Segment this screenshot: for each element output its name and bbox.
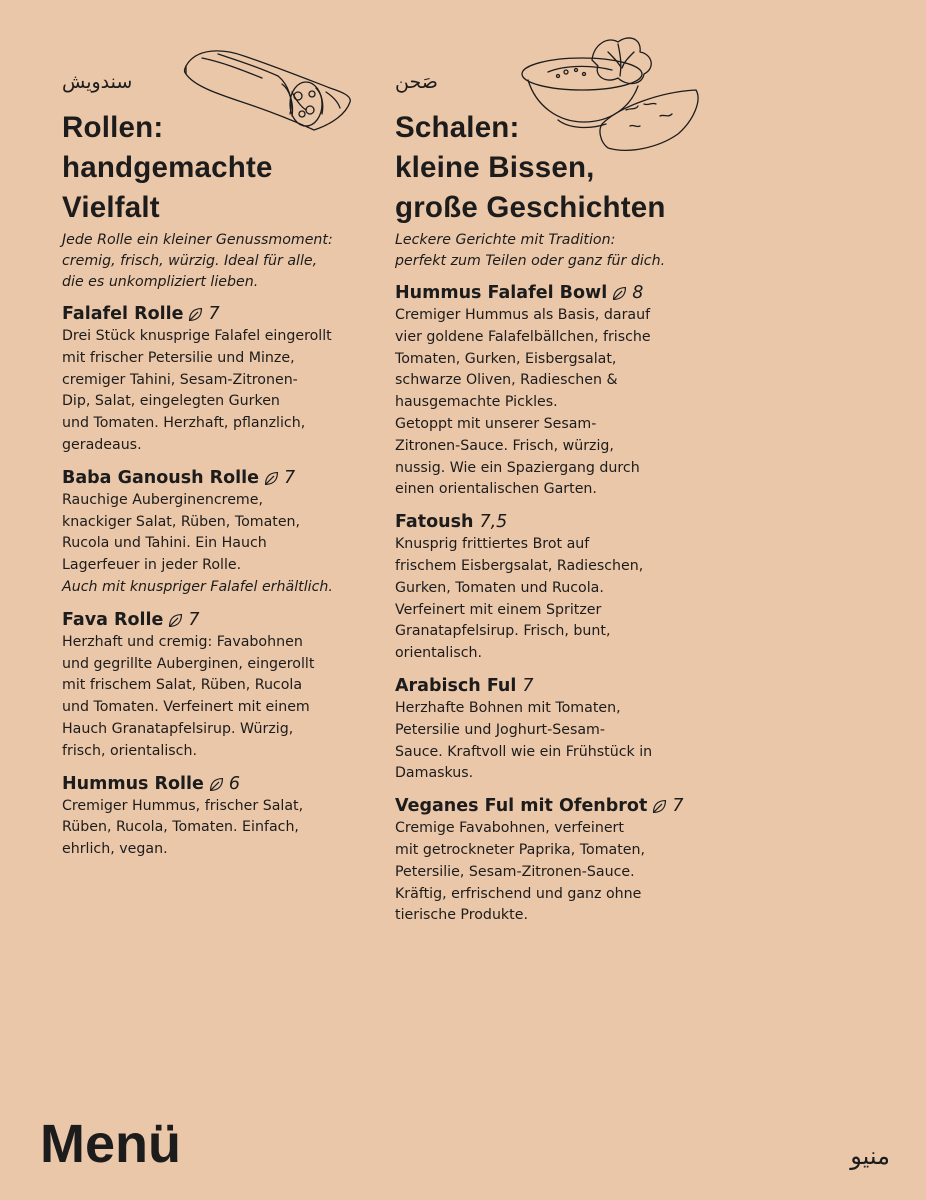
leaf-icon — [651, 798, 668, 815]
item-description: Herzhaft und cremig: Favabohnen und gegrillte Auberginen, eingerollt mit frischem Salat, Rüben, Rucola und Tomaten. Verfeinert mit einem Hauch Granatapfelsirup. Würzig, frisch, orientalisch. — [62, 633, 315, 759]
item-name: Hummus Rolle — [62, 773, 204, 794]
item-price: 7 — [284, 467, 296, 488]
item-name: Veganes Ful mit Ofenbrot — [395, 796, 648, 817]
menu-item — [62, 303, 377, 457]
item-name: Arabisch Ful — [395, 675, 517, 696]
menu-item — [395, 511, 695, 665]
intro-line: Jede Rolle ein kleiner Genussmoment: — [62, 232, 333, 248]
item-name: Hummus Falafel Bowl — [395, 283, 608, 303]
schalen-arabic-label: صَحن — [395, 71, 438, 93]
item-title — [62, 609, 377, 632]
leaf-icon — [263, 470, 280, 487]
item-name: Fava Rolle — [62, 609, 164, 630]
item-price: 7 — [522, 675, 534, 696]
item-title — [395, 282, 695, 305]
item-price: 7 — [672, 796, 684, 817]
item-title — [395, 795, 695, 818]
item-description: Cremiger Hummus, frischer Salat, Rüben, Rucola, Tomaten. Einfach, ehrlich, vegan. — [62, 797, 304, 858]
leaf-icon — [187, 306, 204, 323]
item-title — [62, 773, 377, 796]
item-description: Rauchige Auberginencreme, knackiger Salat, Rüben, Tomaten, Rucola und Tahini. Ein Hauch Lagerfeuer in jeder Rolle. — [62, 491, 301, 574]
heading-line: kleine Bissen, — [395, 151, 595, 184]
item-price: 7,5 — [479, 512, 508, 533]
menu-item — [395, 795, 695, 927]
rollen-arabic-label: سندويش — [62, 71, 133, 93]
item-description: Knusprig frittiertes Brot auf frischem Eisbergsalat, Radieschen, Gurken, Tomaten und Rucola. Verfeinert mit einem Spritzer Granatapfelsirup. Frisch, bunt, orientalisch. — [395, 536, 644, 662]
item-title — [395, 675, 695, 698]
schalen-heading — [395, 108, 695, 228]
item-price: 8 — [632, 283, 644, 303]
item-title — [395, 511, 695, 534]
heading-line: Rollen: — [62, 111, 164, 144]
item-description: Herzhafte Bohnen mit Tomaten, Petersilie und Joghurt-Sesam- Sauce. Kraftvoll wie ein Frühstück in Damaskus. — [395, 699, 653, 782]
leaf-icon — [208, 776, 225, 793]
heading-line: Schalen: — [395, 111, 520, 144]
heading-line: große Geschichten — [395, 191, 666, 224]
menu-item — [62, 467, 377, 599]
item-description: Drei Stück knusprige Falafel eingerollt mit frischer Petersilie und Minze, cremiger Tahini, Sesam-Zitronen- Dip, Salat, eingelegten Gurken und Tomaten. Herzhaft, pflanzlich, geradeaus. — [62, 328, 332, 453]
item-description: Cremige Favabohnen, verfeinert mit getrockneter Paprika, Tomaten, Petersilie, Sesam-Zitronen-Sauce. Kräftig, erfrischend und ganz ohne tierische Produkte. — [395, 820, 646, 924]
intro-line: Leckere Gerichte mit Tradition: — [395, 232, 616, 248]
schalen-column — [395, 70, 695, 937]
leaf-icon — [167, 612, 184, 629]
menu-title: Menü — [40, 1114, 181, 1174]
leaf-icon — [611, 285, 628, 302]
menu-title-arabic: منيو — [850, 1142, 890, 1170]
menu-item — [62, 773, 377, 861]
item-note: Auch mit knuspriger Falafel erhältlich. — [62, 578, 333, 595]
item-price: 7 — [188, 609, 200, 630]
item-description: Cremiger Hummus als Basis, darauf vier goldene Falafelbällchen, frische Tomaten, Gurken, Eisbergsalat, schwarze Oliven, Radieschen & hausgemachte Pickles. Getoppt mit unserer Sesam- Zitronen-Sauce. Frisch, würzig, nussig. Wie ein Spaziergang durch einen orientalischen Garten. — [395, 307, 651, 498]
rollen-intro — [62, 230, 377, 293]
menu-item — [395, 675, 695, 785]
rollen-column — [62, 70, 377, 871]
intro-line: cremig, frisch, würzig. Ideal für alle, — [62, 253, 318, 269]
intro-line: die es unkompliziert lieben. — [62, 274, 259, 290]
item-name: Fatoush — [395, 512, 474, 533]
schalen-intro — [395, 230, 695, 272]
menu-item — [395, 282, 695, 501]
intro-line: perfekt zum Teilen oder ganz für dich. — [395, 253, 666, 269]
heading-line: Vielfalt — [62, 191, 160, 224]
item-price: 7 — [208, 304, 220, 324]
heading-line: handgemachte — [62, 151, 273, 184]
rollen-heading — [62, 108, 377, 228]
item-price: 6 — [228, 773, 241, 794]
item-title — [62, 303, 377, 326]
menu-item — [62, 609, 377, 763]
item-title — [62, 467, 377, 490]
item-name: Falafel Rolle — [62, 304, 184, 324]
item-name: Baba Ganoush Rolle — [62, 467, 260, 488]
